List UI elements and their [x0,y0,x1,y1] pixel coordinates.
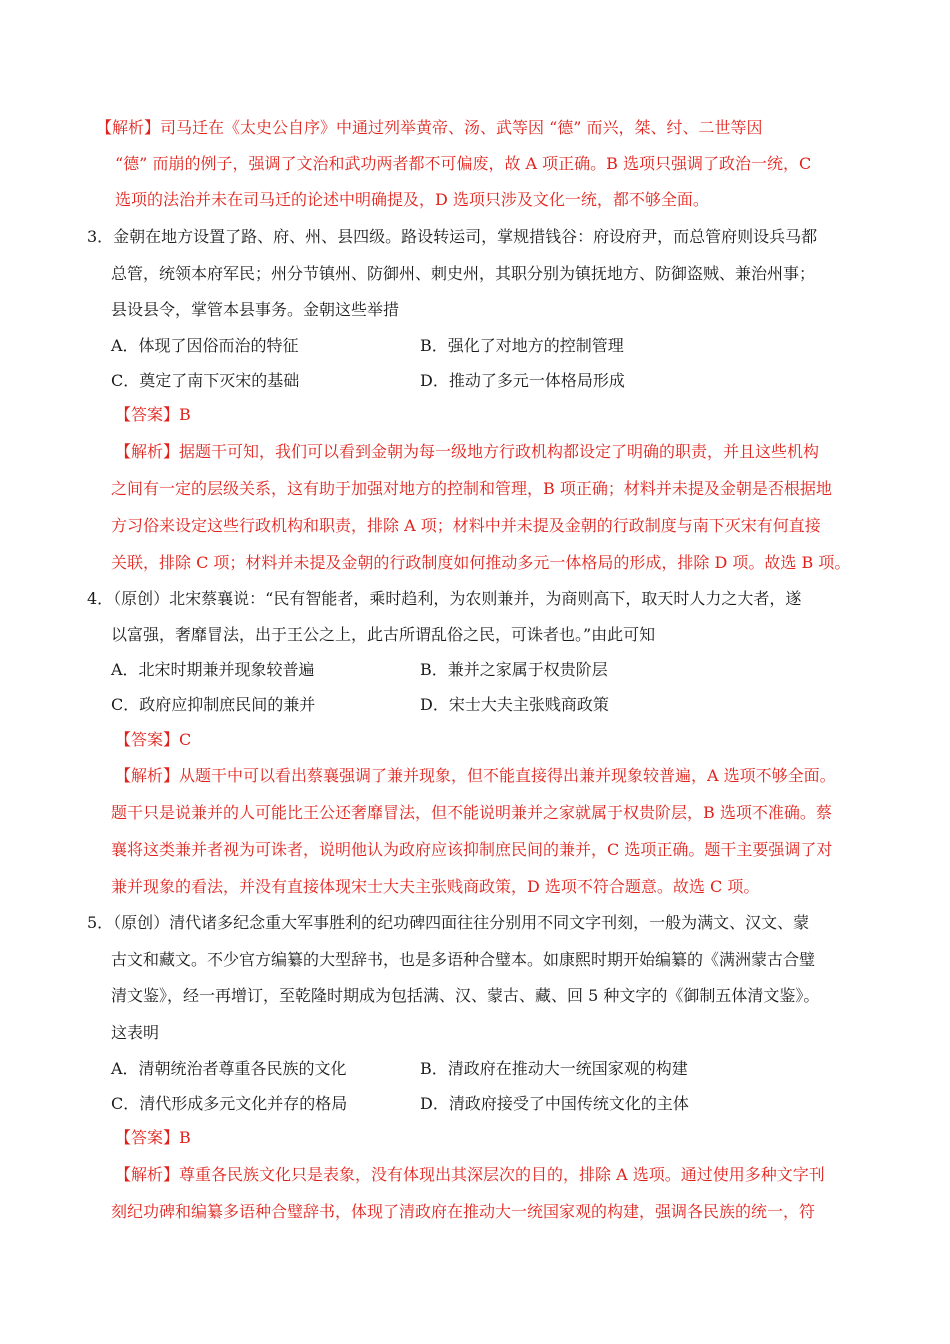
analysis-line: 【解析】尊重各民族文化只是表象，没有体现出其深层次的目的，排除 A 选项。通过使用多种文字刊 [115,1165,825,1184]
option-a: A．体现了因俗而治的特征 [111,336,299,355]
analysis-line: 关联，排除 C 项；材料并未提及金朝的行政制度如何推动多元一体格局的形成，排除 D 项。故选 B 项。 [111,553,851,572]
analysis-line: 题干只是说兼并的人可能比王公还奢靡冒法，但不能说明兼并之家就属于权贵阶层，B 选项不准确。蔡 [111,803,832,822]
analysis-line: 【解析】从题干中可以看出蔡襄强调了兼并现象，但不能直接得出兼并现象较普遍，A 选项不够全面。 [115,766,836,785]
option-d: D．清政府接受了中国传统文化的主体 [420,1094,689,1113]
question-stem-line: 这表明 [111,1023,160,1042]
option-a: A．清朝统治者尊重各民族的文化 [111,1059,347,1078]
question-stem-line: 4．（原创）北宋蔡襄说：“民有智能者，乘时趋利，为农则兼并，为商则高下，取天时人力之大者，遂 [87,589,802,608]
question-stem-line: 清文鉴》，经一再增订，至乾隆时期成为包括满、汉、蒙古、藏、回 5 种文字的《御制五体清文鉴》。 [111,986,820,1005]
option-c: C．清代形成多元文化并存的格局 [111,1094,348,1113]
option-b: B．兼并之家属于权贵阶层 [420,660,608,679]
analysis-line: 方习俗来设定这些行政机构和职责，排除 A 项；材料中并未提及金朝的行政制度与南下灭宋有何直接 [111,516,821,535]
answer-label: 【答案】C [115,730,192,749]
option-c: C．奠定了南下灭宋的基础 [111,371,300,390]
answer-label: 【答案】B [115,1128,191,1147]
question-stem-line: 古文和藏文。不少官方编纂的大型辞书，也是多语种合璧本。如康熙时期开始编纂的《满洲蒙古合璧 [111,950,816,969]
analysis-line: 【解析】司马迁在《太史公自序》中通过列举黄帝、汤、武等因 “德” 而兴，桀、纣、二世等因 [96,118,763,137]
option-b: B．清政府在推动大一统国家观的构建 [420,1059,688,1078]
analysis-line: 选项的法治并未在司马迁的论述中明确提及，D 选项只涉及文化一统，都不够全面。 [115,190,709,209]
question-stem-line: 以富强，奢靡冒法，出于王公之上，此古所谓乱俗之民，可诛者也。”由此可知 [111,625,656,644]
option-d: D．宋士大夫主张贱商政策 [420,695,609,714]
question-stem-line: 县设县令，掌管本县事务。金朝这些举措 [111,300,400,319]
analysis-line: “德” 而崩的例子，强调了文治和武功两者都不可偏废，故 A 项正确。B 选项只强调了政治一统，C [115,154,812,173]
option-c: C．政府应抑制庶民间的兼并 [111,695,316,714]
analysis-line: 兼并现象的看法，并没有直接体现宋士大夫主张贱商政策，D 选项不符合题意。故选 C 项。 [111,877,760,896]
analysis-line: 【解析】据题干可知，我们可以看到金朝为每一级地方行政机构都设定了明确的职责，并且这些机构 [115,442,820,461]
analysis-line: 刻纪功碑和编纂多语种合璧辞书，体现了清政府在推动大一统国家观的构建，强调各民族的统一，符 [111,1202,816,1221]
analysis-line: 之间有一定的层级关系，这有助于加强对地方的控制和管理，B 项正确；材料并未提及金朝是否根据地 [111,479,832,498]
option-b: B．强化了对地方的控制管理 [420,336,624,355]
option-a: A．北宋时期兼并现象较普遍 [111,660,315,679]
answer-label: 【答案】B [115,405,191,424]
analysis-line: 襄将这类兼并者视为可诛者，说明他认为政府应该抑制庶民间的兼并，C 选项正确。题干主要强调了对 [111,840,833,859]
question-stem-line: 3．金朝在地方设置了路、府、州、县四级。路设转运司，掌规措钱谷：府设府尹，而总管府则设兵马都 [87,227,818,246]
question-stem-line: 5．（原创）清代诸多纪念重大军事胜利的纪功碑四面往往分别用不同文字刊刻，一般为满文、汉文、蒙 [87,913,810,932]
question-stem-line: 总管，统领本府军民；州分节镇州、防御州、刺史州，其职分别为镇抚地方、防御盗贼、兼治州事； [111,264,816,283]
option-d: D．推动了多元一体格局形成 [420,371,625,390]
